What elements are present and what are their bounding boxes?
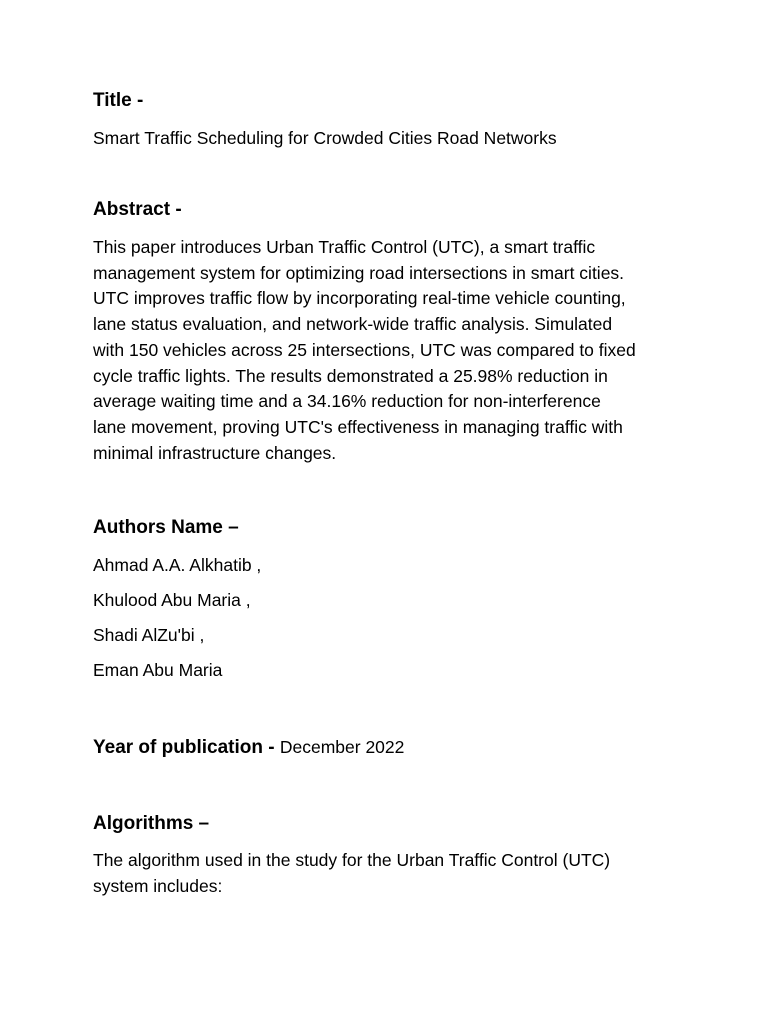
algorithms-paragraph [93,848,683,899]
abstract-line: This paper introduces Urban Traffic Control (UTC), a smart traffic [93,237,596,257]
algorithms-line: The algorithm used in the study for the Urban Traffic Control (UTC) [93,850,611,870]
algorithms-heading: Algorithms – [93,813,210,834]
author-name: Eman Abu Maria [93,660,223,680]
publication-date: December 2022 [279,737,405,757]
title-heading: Title - [93,90,144,111]
algorithms-line: system includes: [93,875,223,896]
abstract-line: management system for optimizing road intersections in smart cities. [93,262,625,283]
paper-title: Smart Traffic Scheduling for Crowded Cities Road Networks [93,128,557,148]
abstract-paragraph [93,235,683,466]
author-name: Ahmad A.A. Alkhatib , [93,555,262,575]
abstract-line: cycle traffic lights. The results demonstrated a 25.98% reduction in [93,365,608,386]
abstract-line: minimal infrastructure changes. [93,442,337,463]
year-line [93,735,404,760]
authors-heading: Authors Name – [93,517,239,538]
author-name: Khulood Abu Maria , [93,590,251,610]
abstract-line: average waiting time and a 34.16% reduction for non-interference [93,391,601,412]
abstract-line: lane status evaluation, and network-wide traffic analysis. Simulated [93,314,613,335]
abstract-line: UTC improves traffic flow by incorporating real-time vehicle counting, [93,288,626,309]
year-heading: Year of publication - [93,737,275,758]
abstract-heading: Abstract - [93,199,182,220]
abstract-line: lane movement, proving UTC's effectiveness in managing traffic with [93,416,623,437]
abstract-line: with 150 vehicles across 25 intersections, UTC was compared to fixed [93,339,636,360]
author-name: Shadi AlZu'bi , [93,625,205,645]
